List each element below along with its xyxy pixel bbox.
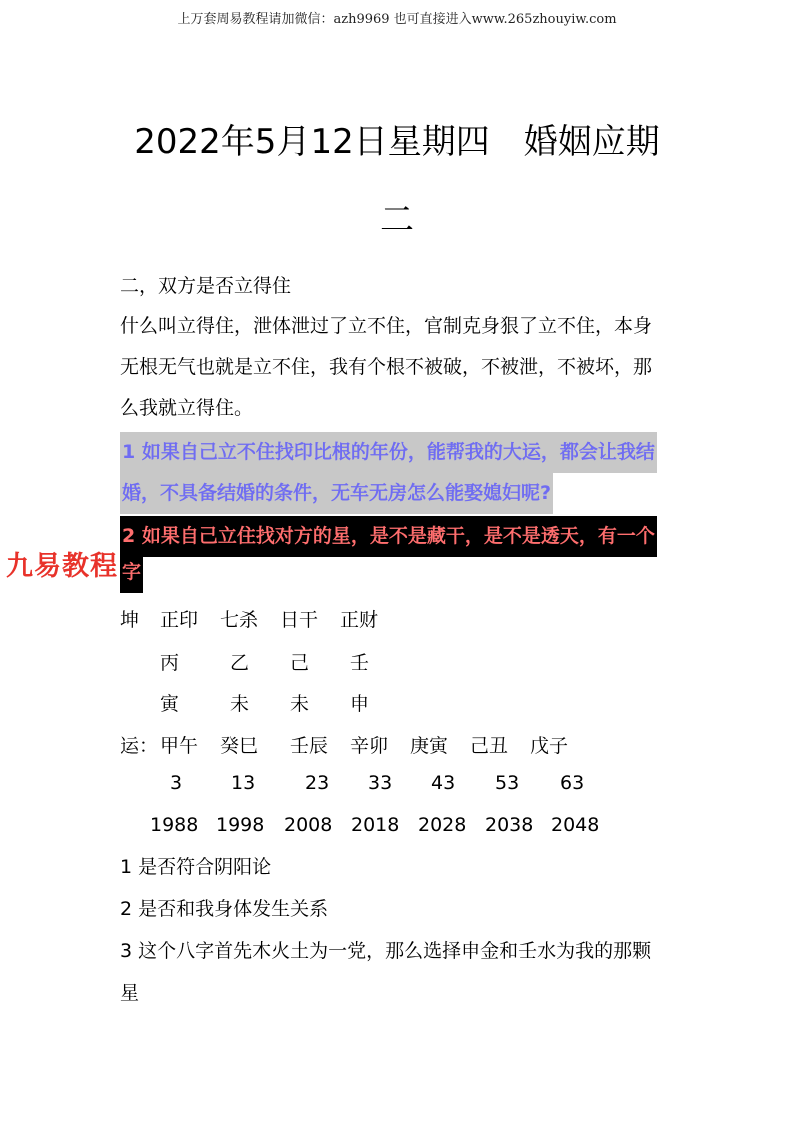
- paragraph-line: 无根无气也就是立不住，我有个根不被破，不被泄，不被坏，那: [120, 356, 653, 378]
- chart-cell: 乙: [230, 652, 250, 674]
- page-title-continued: 二: [380, 200, 414, 240]
- chart-cell: 寅: [160, 693, 180, 715]
- point-line: 2 是否和我身体发生关系: [120, 898, 329, 920]
- highlight-black-line: 字: [120, 552, 143, 593]
- section-heading: 二，双方是否立得住: [120, 275, 292, 297]
- chart-cell: 3: [170, 772, 183, 794]
- chart-cell: 正财: [340, 609, 379, 631]
- chart-cell: 63: [560, 772, 585, 794]
- highlight-gray-line: 婚，不具备结婚的条件，无车无房怎么能娶媳妇呢?: [120, 473, 553, 514]
- chart-cell: 己丑: [470, 735, 509, 757]
- chart-cell: 七杀: [220, 609, 259, 631]
- paragraph-line: 什么叫立得住，泄体泄过了立不住，官制克身狠了立不住，本身: [120, 315, 653, 337]
- chart-cell: 1998: [216, 814, 265, 836]
- chart-cell: 运：: [120, 735, 159, 757]
- chart-cell: 庚寅: [410, 735, 449, 757]
- page-title: 2022年5月12日星期四 婚姻应期: [134, 122, 660, 162]
- highlight-gray-line: 1 如果自己立不住找印比根的年份，能帮我的大运，都会让我结: [120, 432, 657, 473]
- chart-cell: 未: [230, 693, 250, 715]
- chart-cell: 丙: [160, 652, 180, 674]
- chart-cell: 2028: [418, 814, 467, 836]
- watermark-logo: 九易教程: [6, 551, 118, 582]
- chart-cell: 癸巳: [220, 735, 259, 757]
- header-banner: 上万套周易教程请加微信：azh9969 也可直接进入www.265zhouyiw.com: [177, 12, 617, 27]
- chart-cell: 辛卯: [350, 735, 389, 757]
- chart-cell: 23: [305, 772, 330, 794]
- chart-cell: 未: [290, 693, 310, 715]
- chart-cell: 2048: [551, 814, 600, 836]
- chart-cell: 2038: [485, 814, 534, 836]
- chart-cell: 壬辰: [290, 735, 329, 757]
- chart-cell: 甲午: [160, 735, 199, 757]
- chart-cell: 正印: [160, 609, 199, 631]
- chart-cell: 戊子: [530, 735, 569, 757]
- paragraph-line: 么我就立得住。: [120, 397, 254, 419]
- chart-cell: 33: [368, 772, 393, 794]
- chart-cell: 53: [495, 772, 520, 794]
- chart-cell: 2008: [284, 814, 333, 836]
- highlight-black-line: 2 如果自己立住找对方的星，是不是藏干，是不是透天，有一个: [120, 516, 657, 557]
- chart-cell: 43: [431, 772, 456, 794]
- chart-cell: 申: [350, 693, 370, 715]
- chart-cell: 日干: [280, 609, 319, 631]
- chart-cell: 壬: [350, 652, 370, 674]
- chart-cell: 己: [290, 652, 310, 674]
- point-line: 3 这个八字首先木火土为一党，那么选择申金和壬水为我的那颗: [120, 940, 652, 962]
- chart-cell: 坤: [120, 609, 140, 631]
- chart-cell: 2018: [351, 814, 400, 836]
- point-line: 1 是否符合阴阳论: [120, 856, 272, 878]
- point-line: 星: [120, 982, 140, 1004]
- chart-cell: 13: [231, 772, 256, 794]
- chart-cell: 1988: [150, 814, 199, 836]
